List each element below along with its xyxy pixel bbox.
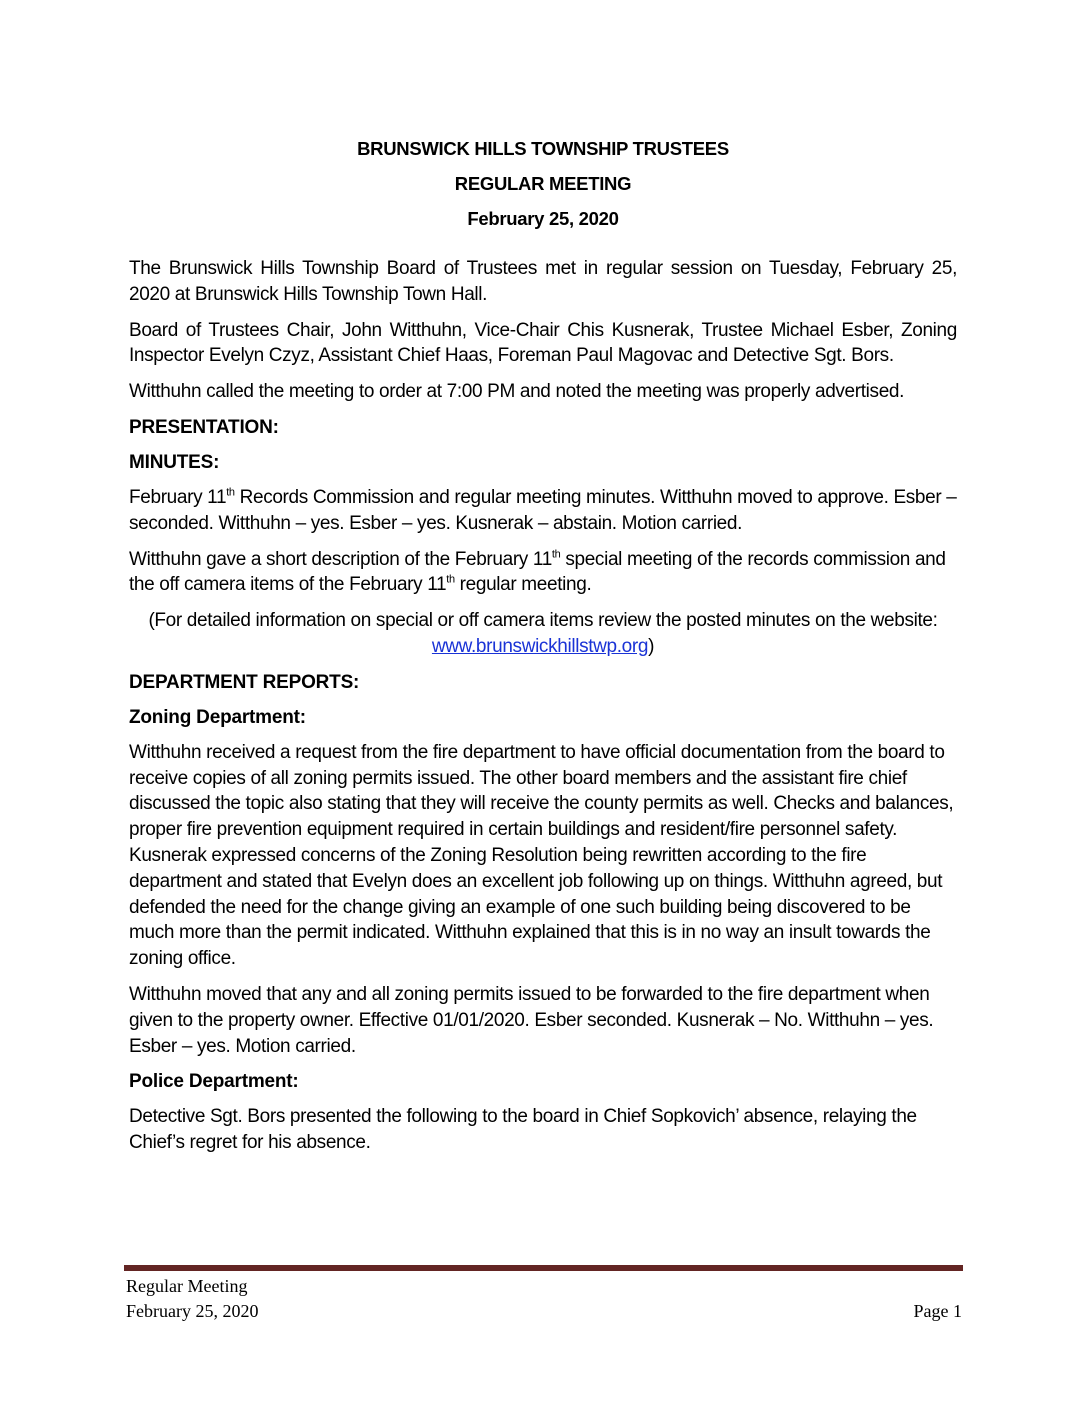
text-run: ) [648, 635, 655, 657]
document-body [129, 131, 957, 1166]
ordinal-suffix: th [551, 548, 561, 561]
zoning-motion-paragraph: Witthuhn moved that any and all zoning permits issued to be forwarded to the fire department when given to the property owner. Effective 01/01/2020. Esber seconded. Kusnerak – No. Witthuhn – yes. Esber – yes. Motion carried. [129, 983, 934, 1057]
footer-meeting-date: February 25, 2020 [126, 1301, 259, 1321]
page-footer [126, 1274, 962, 1324]
ordinal-suffix: th [226, 486, 235, 499]
page-number: Page 1 [913, 1301, 962, 1321]
text-run: Records Commission and regular meeting minutes. Witthuhn moved to approve. Esber – seconded. Witthuhn – yes. Esber – yes. Kusnerak – abstain. Motion carried. [129, 486, 957, 534]
website-note-paragraph [129, 608, 957, 660]
text-run: regular meeting. [454, 574, 592, 596]
minutes-description-paragraph [129, 547, 957, 599]
police-department-heading: Police Department: [129, 1071, 299, 1093]
document-date: February 25, 2020 [467, 208, 619, 229]
intro-paragraph: The Brunswick Hills Township Board of Trustees met in regular session on Tuesday, February 25, 2020 at Brunswick Hills Township Town Hall. [129, 258, 957, 305]
minutes-heading: MINUTES: [129, 451, 220, 473]
document-subtitle: REGULAR MEETING [454, 173, 632, 194]
ordinal-suffix: th [446, 574, 455, 587]
text-run: Witthuhn gave a short description of the February 11 [129, 548, 552, 570]
call-to-order-paragraph: Witthuhn called the meeting to order at 7:00 PM and noted the meeting was properly advertised. [129, 381, 905, 403]
footer-rule [124, 1265, 963, 1271]
document-header [129, 131, 957, 236]
text-run: special meeting of the records commission and the off camera items of the February 11 [129, 548, 946, 596]
police-report-paragraph: Detective Sgt. Bors presented the following to the board in Chief Sopkovich’ absence, relaying the Chief’s regret for his absence. [129, 1106, 917, 1154]
presentation-heading: PRESENTATION: [129, 416, 279, 438]
attendees-paragraph: Board of Trustees Chair, John Witthuhn, Vice-Chair Chis Kusnerak, Trustee Michael Esber, Zoning Inspector Evelyn Czyz, Assistant Chief Haas, Foreman Paul Magovac and Detective Sgt. Bors. [129, 319, 957, 367]
text-run: February 11 [129, 486, 227, 508]
zoning-discussion-paragraph: Witthuhn received a request from the fire department to have official documentation from the board to receive copies of all zoning permits issued. The other board members and the assistant fire chief discussed the topic also stating that they will receive the county permits as well. Checks and balances, proper fire prevention equipment required in certain buildings and resident/fire personnel safety. Kusnerak expressed concerns of the Zoning Resolution being rewritten according to the fire department and stated that Evelyn does an excellent job following up on things. Witthuhn agreed, but defended the need for the change giving an example of one such building being discovered to be much more than the permit indicated. Witthuhn explained that this is in no way an insult towards the zoning office. [129, 741, 954, 970]
footer-meeting-type: Regular Meeting [126, 1276, 248, 1296]
minutes-approval-paragraph [129, 485, 957, 537]
document-title: BRUNSWICK HILLS TOWNSHIP TRUSTEES [357, 138, 729, 159]
text-run: (For detailed information on special or off camera items review the posted minutes on the website: [148, 610, 938, 632]
footer-meeting-info [126, 1274, 258, 1324]
website-link[interactable]: www.brunswickhillstwp.org [431, 635, 649, 657]
zoning-department-heading: Zoning Department: [129, 706, 306, 728]
department-reports-heading: DEPARTMENT REPORTS: [129, 671, 360, 693]
